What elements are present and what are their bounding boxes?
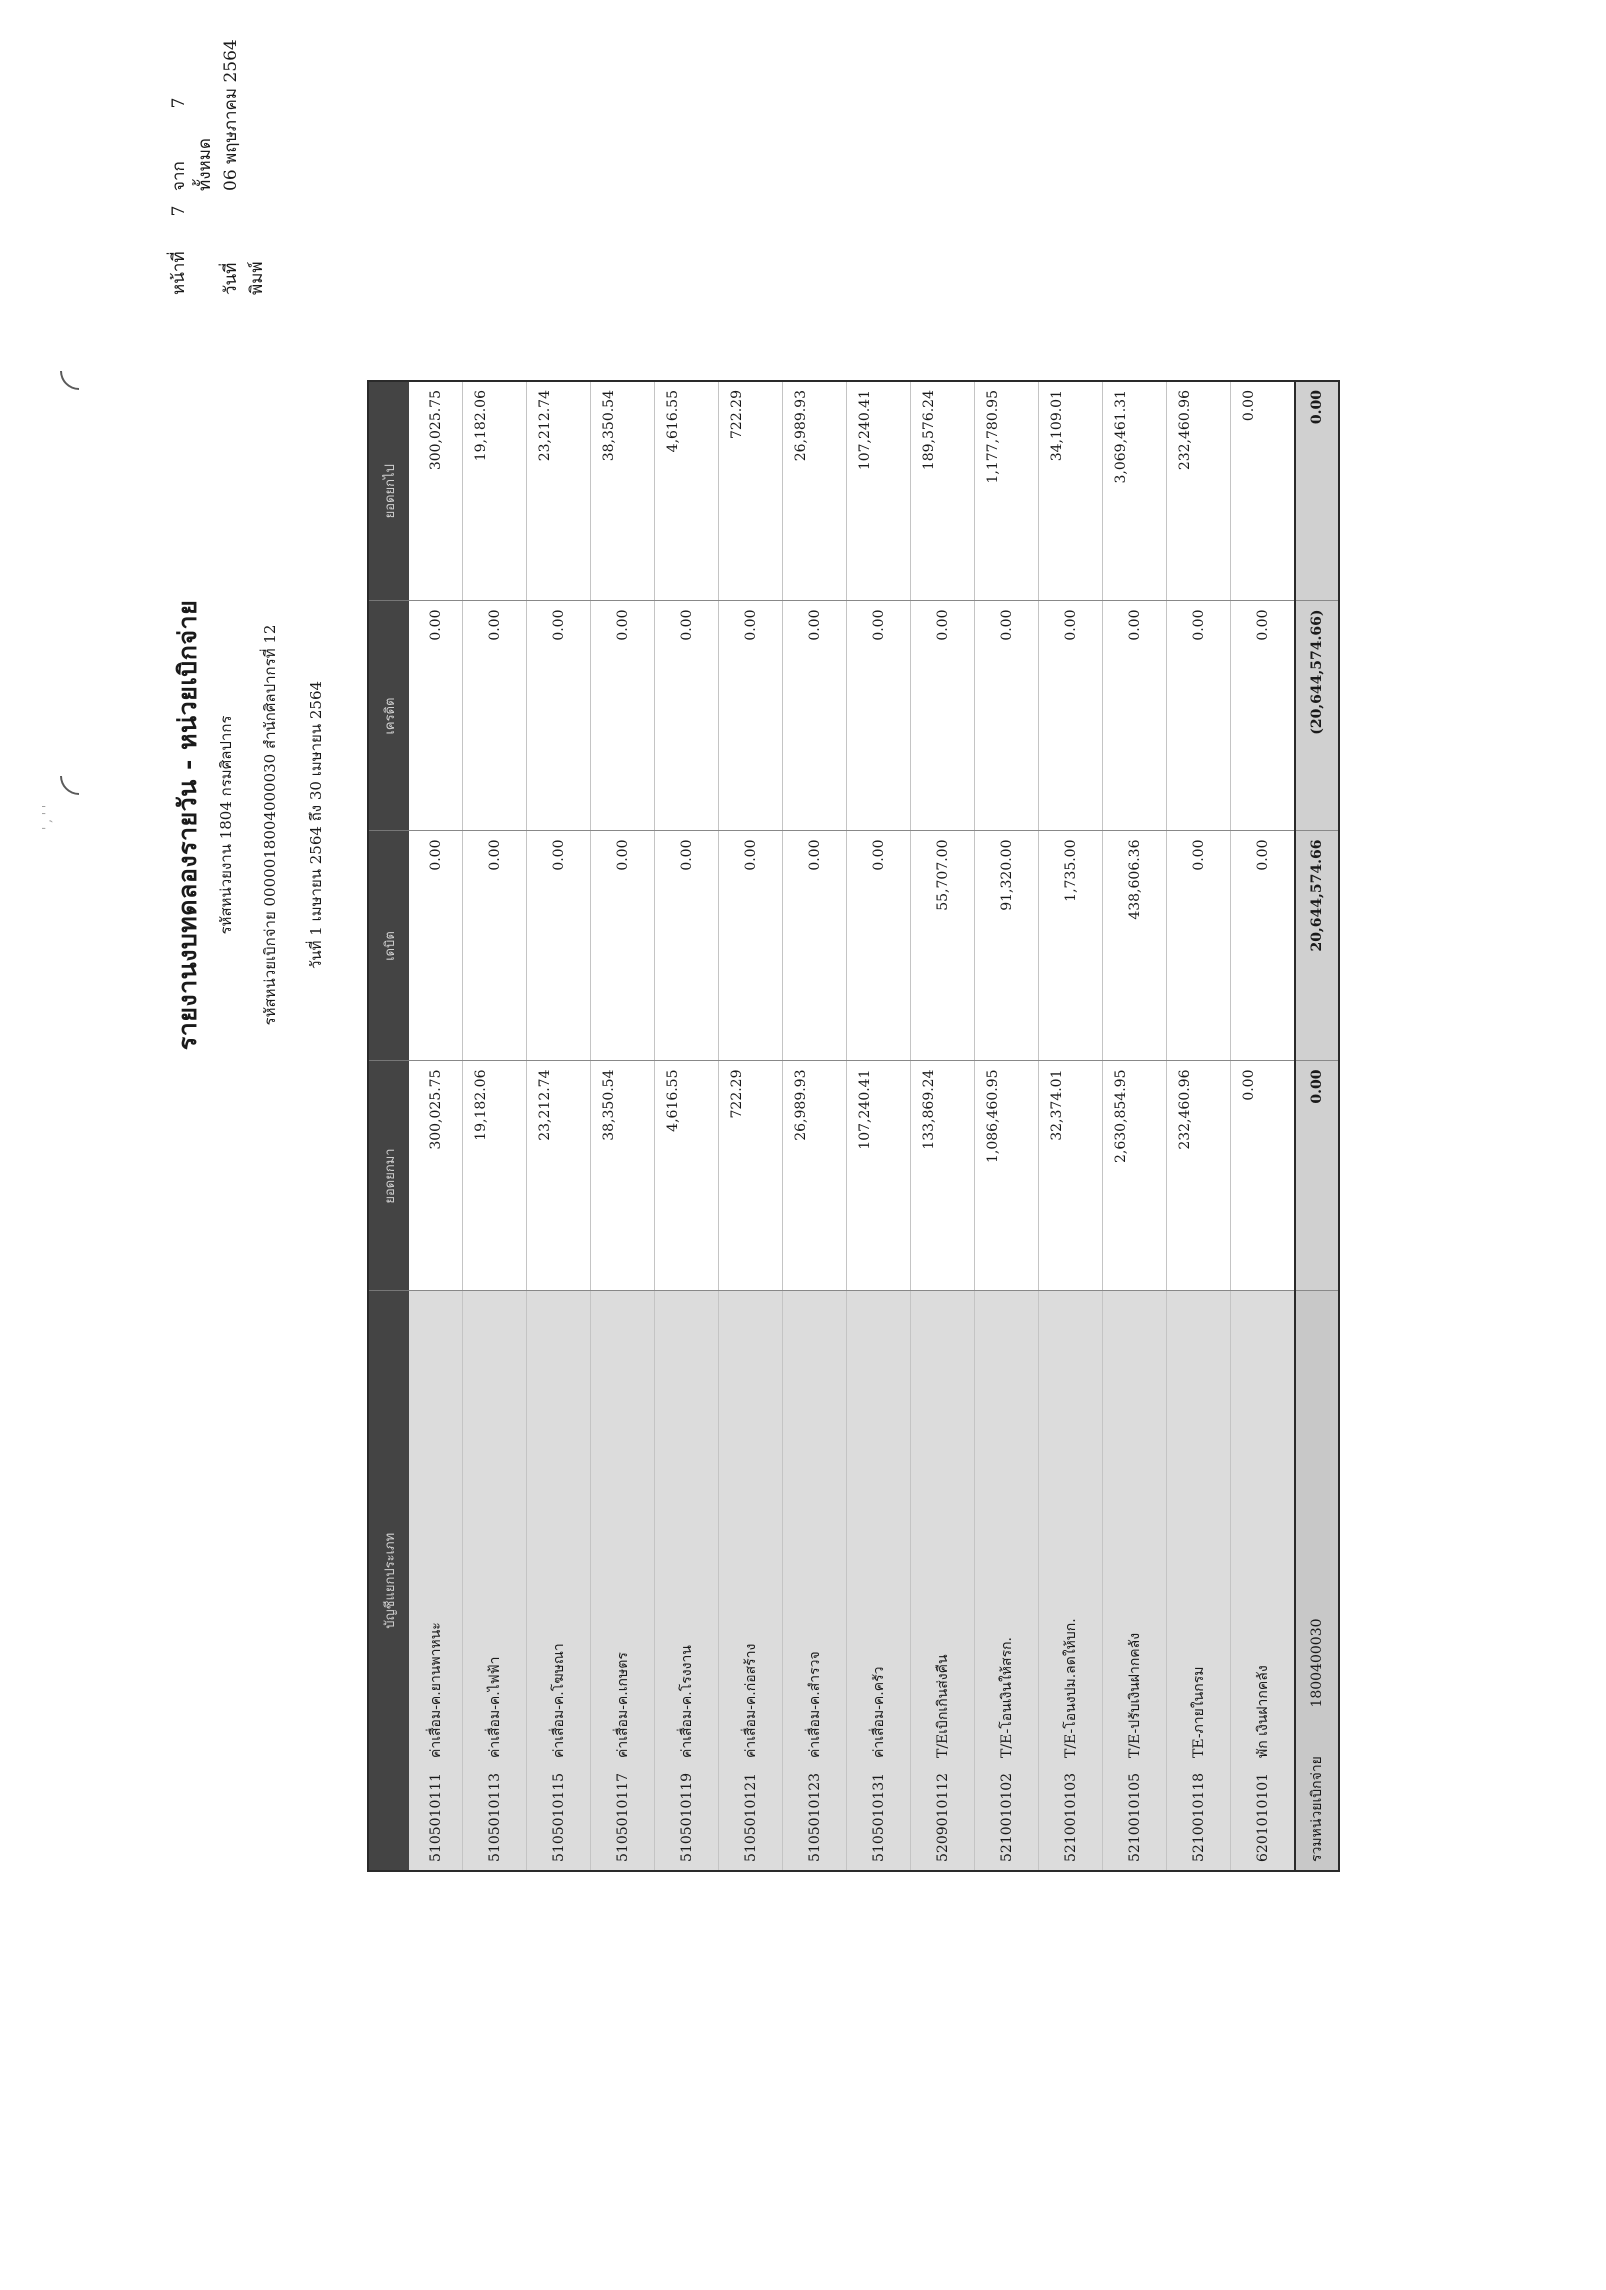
debit-cell: 0.00 <box>591 831 655 1061</box>
account-code: 5209010112 <box>934 1772 951 1862</box>
table-row <box>975 381 1039 1871</box>
total-brought-forward: 0.00 <box>1295 1061 1339 1291</box>
credit-cell: 0.00 <box>527 601 591 831</box>
credit-cell: 0.00 <box>719 601 783 831</box>
account-code: 5105010131 <box>870 1772 887 1862</box>
account-code: 5210010102 <box>998 1772 1015 1862</box>
table-row <box>911 381 975 1871</box>
total-credit: (20,644,574.66) <box>1295 601 1339 831</box>
carried-forward-cell: 107,240.41 <box>847 381 911 601</box>
brought-forward-cell: 2,630,854.95 <box>1103 1061 1167 1291</box>
table-row <box>409 381 463 1871</box>
brought-forward-cell: 26,989.93 <box>783 1061 847 1291</box>
account-name: T/E-ปรับเงินฝากคลัง <box>1126 1632 1143 1758</box>
page-total: 7 <box>169 97 189 109</box>
brought-forward-cell: 107,240.41 <box>847 1061 911 1291</box>
column-header-debit: เดบิต <box>368 831 409 1061</box>
print-date: 06 พฤษภาคม 2564 <box>221 39 241 191</box>
account-cell <box>1231 1291 1296 1871</box>
brought-forward-cell: 232,460.96 <box>1167 1061 1231 1291</box>
page-number: 7 <box>169 205 189 217</box>
account-name: ค่าเสื่อม-ค.สำรวจ <box>806 1651 823 1758</box>
column-header-carried-forward: ยอดยกไป <box>368 381 409 601</box>
table-row <box>783 381 847 1871</box>
table-body <box>409 381 1295 1871</box>
account-code: 5210010118 <box>1190 1772 1207 1862</box>
account-name: TE-ภายในกรม <box>1190 1666 1207 1758</box>
debit-cell: 1,735.00 <box>1039 831 1103 1061</box>
carried-forward-cell: 0.00 <box>1231 381 1296 601</box>
account-cell <box>1039 1291 1103 1871</box>
brought-forward-cell: 722.29 <box>719 1061 783 1291</box>
account-name: ค่าเสื่อม-ค.ก่อสร้าง <box>742 1643 759 1758</box>
account-cell <box>847 1291 911 1871</box>
debit-cell: 0.00 <box>527 831 591 1061</box>
carried-forward-cell: 23,212.74 <box>527 381 591 601</box>
table-row <box>1103 381 1167 1871</box>
table-header-row <box>368 381 409 1871</box>
table-row <box>655 381 719 1871</box>
brought-forward-cell: 4,616.55 <box>655 1061 719 1291</box>
brought-forward-cell: 300,025.75 <box>409 1061 463 1291</box>
scan-marks: ' , ' ' <box>40 804 54 830</box>
credit-cell: 0.00 <box>463 601 527 831</box>
debit-cell: 0.00 <box>409 831 463 1061</box>
account-name: ค่าเสื่อม-ค.ยานพาหนะ <box>427 1622 444 1758</box>
carried-forward-cell: 26,989.93 <box>783 381 847 601</box>
debit-cell: 0.00 <box>655 831 719 1061</box>
brought-forward-cell: 133,869.24 <box>911 1061 975 1291</box>
print-date-label: วันที่พิมพ์ <box>221 261 267 295</box>
account-cell <box>975 1291 1039 1871</box>
debit-cell: 0.00 <box>1167 831 1231 1061</box>
carried-forward-cell: 722.29 <box>719 381 783 601</box>
brought-forward-cell: 0.00 <box>1231 1061 1296 1291</box>
report-title: รายงานงบทดลองรายวัน - หน่วยเบิกจ่าย <box>173 599 202 1051</box>
page-label: หน้าที่ <box>169 251 189 295</box>
column-header-brought-forward: ยอดยกมา <box>368 1061 409 1291</box>
carried-forward-cell: 232,460.96 <box>1167 381 1231 601</box>
account-cell <box>719 1291 783 1871</box>
carried-forward-cell: 38,350.54 <box>591 381 655 601</box>
column-header-account: บัญชีแยกประเภท <box>368 1291 409 1871</box>
account-cell <box>1167 1291 1231 1871</box>
account-name: ค่าเสื่อม-ค.ครัว <box>870 1666 887 1758</box>
trial-balance-table <box>367 380 1340 1872</box>
debit-cell: 0.00 <box>1231 831 1296 1061</box>
carried-forward-cell: 1,177,780.95 <box>975 381 1039 601</box>
account-code: 5105010113 <box>486 1772 503 1862</box>
account-cell <box>527 1291 591 1871</box>
binder-hole-mark <box>52 749 106 803</box>
table-row <box>1167 381 1231 1871</box>
table-row <box>719 381 783 1871</box>
debit-cell: 0.00 <box>463 831 527 1061</box>
total-carried-forward: 0.00 <box>1295 381 1339 601</box>
account-name: ค่าเสื่อม-ค.โฆษณา <box>550 1643 567 1758</box>
account-name: ค่าเสื่อม-ค.เกษตร <box>614 1652 631 1758</box>
debit-cell: 91,320.00 <box>975 831 1039 1061</box>
brought-forward-cell: 32,374.01 <box>1039 1061 1103 1291</box>
page-info <box>166 39 270 295</box>
credit-cell: 0.00 <box>1167 601 1231 831</box>
account-name: พัก เงินฝากคลัง <box>1254 1665 1271 1758</box>
account-cell <box>655 1291 719 1871</box>
credit-cell: 0.00 <box>911 601 975 831</box>
page-of-label: จากทั้งหมด <box>169 138 215 191</box>
account-cell <box>783 1291 847 1871</box>
account-cell <box>1103 1291 1167 1871</box>
total-label: รวมหน่วยเบิกจ่าย <box>1309 1756 1325 1862</box>
table-row <box>847 381 911 1871</box>
account-code: 5105010117 <box>614 1772 631 1862</box>
credit-cell: 0.00 <box>409 601 463 831</box>
debit-cell: 0.00 <box>719 831 783 1061</box>
period-line: วันที่ 1 เมษายน 2564 ถึง 30 เมษายน 2564 <box>307 680 325 970</box>
account-code: 5210010105 <box>1126 1772 1143 1862</box>
carried-forward-cell: 3,069,461.31 <box>1103 381 1167 601</box>
account-name: ค่าเสื่อม-ค.ไฟฟ้า <box>486 1656 503 1758</box>
credit-cell: 0.00 <box>975 601 1039 831</box>
carried-forward-cell: 4,616.55 <box>655 381 719 601</box>
table-row <box>1231 381 1296 1871</box>
credit-cell: 0.00 <box>783 601 847 831</box>
brought-forward-cell: 38,350.54 <box>591 1061 655 1291</box>
total-row <box>1295 381 1339 1871</box>
disbursing-unit-line: รหัสหน่วยเบิกจ่าย 0000018004000030 สำนักศิลปากรที่ 12 <box>261 624 279 1026</box>
account-code: 5210010103 <box>1062 1772 1079 1862</box>
column-header-credit: เครดิต <box>368 601 409 831</box>
table-row <box>591 381 655 1871</box>
account-name: T/E-โอนงปม.ลดให้บก. <box>1062 1618 1079 1758</box>
table-row <box>1039 381 1103 1871</box>
account-name: ค่าเสื่อม-ค.โรงงาน <box>678 1645 695 1758</box>
brought-forward-cell: 1,086,460.95 <box>975 1061 1039 1291</box>
debit-cell: 55,707.00 <box>911 831 975 1061</box>
total-label-cell <box>1295 1291 1339 1871</box>
account-code: 5105010123 <box>806 1772 823 1862</box>
brought-forward-cell: 23,212.74 <box>527 1061 591 1291</box>
credit-cell: 0.00 <box>655 601 719 831</box>
carried-forward-cell: 189,576.24 <box>911 381 975 601</box>
table-row <box>527 381 591 1871</box>
account-code: 5105010119 <box>678 1772 695 1862</box>
account-cell <box>409 1291 463 1871</box>
credit-cell: 0.00 <box>1039 601 1103 831</box>
carried-forward-cell: 34,109.01 <box>1039 381 1103 601</box>
report-heading <box>168 475 328 1175</box>
account-code: 6201010101 <box>1254 1772 1271 1862</box>
debit-cell: 438,606.36 <box>1103 831 1167 1061</box>
account-code: 5105010111 <box>427 1772 444 1862</box>
credit-cell: 0.00 <box>1231 601 1296 831</box>
total-unit-code: 1800400030 <box>1309 1618 1325 1708</box>
credit-cell: 0.00 <box>847 601 911 831</box>
brought-forward-cell: 19,182.06 <box>463 1061 527 1291</box>
account-code: 5105010115 <box>550 1772 567 1862</box>
account-name: T/E-โอนเงินให้สรก. <box>998 1636 1015 1758</box>
debit-cell: 0.00 <box>783 831 847 1061</box>
credit-cell: 0.00 <box>591 601 655 831</box>
account-cell <box>911 1291 975 1871</box>
binder-hole-mark <box>52 344 106 398</box>
account-cell <box>591 1291 655 1871</box>
total-debit: 20,644,574.66 <box>1295 831 1339 1061</box>
carried-forward-cell: 19,182.06 <box>463 381 527 601</box>
debit-cell: 0.00 <box>847 831 911 1061</box>
carried-forward-cell: 300,025.75 <box>409 381 463 601</box>
account-code: 5105010121 <box>742 1772 759 1862</box>
credit-cell: 0.00 <box>1103 601 1167 831</box>
account-name: T/Eเบิกเกินส่งคืน <box>934 1654 951 1758</box>
agency-line: รหัสหน่วยงาน 1804 กรมศิลปากร <box>217 715 235 935</box>
table-row <box>463 381 527 1871</box>
account-cell <box>463 1291 527 1871</box>
